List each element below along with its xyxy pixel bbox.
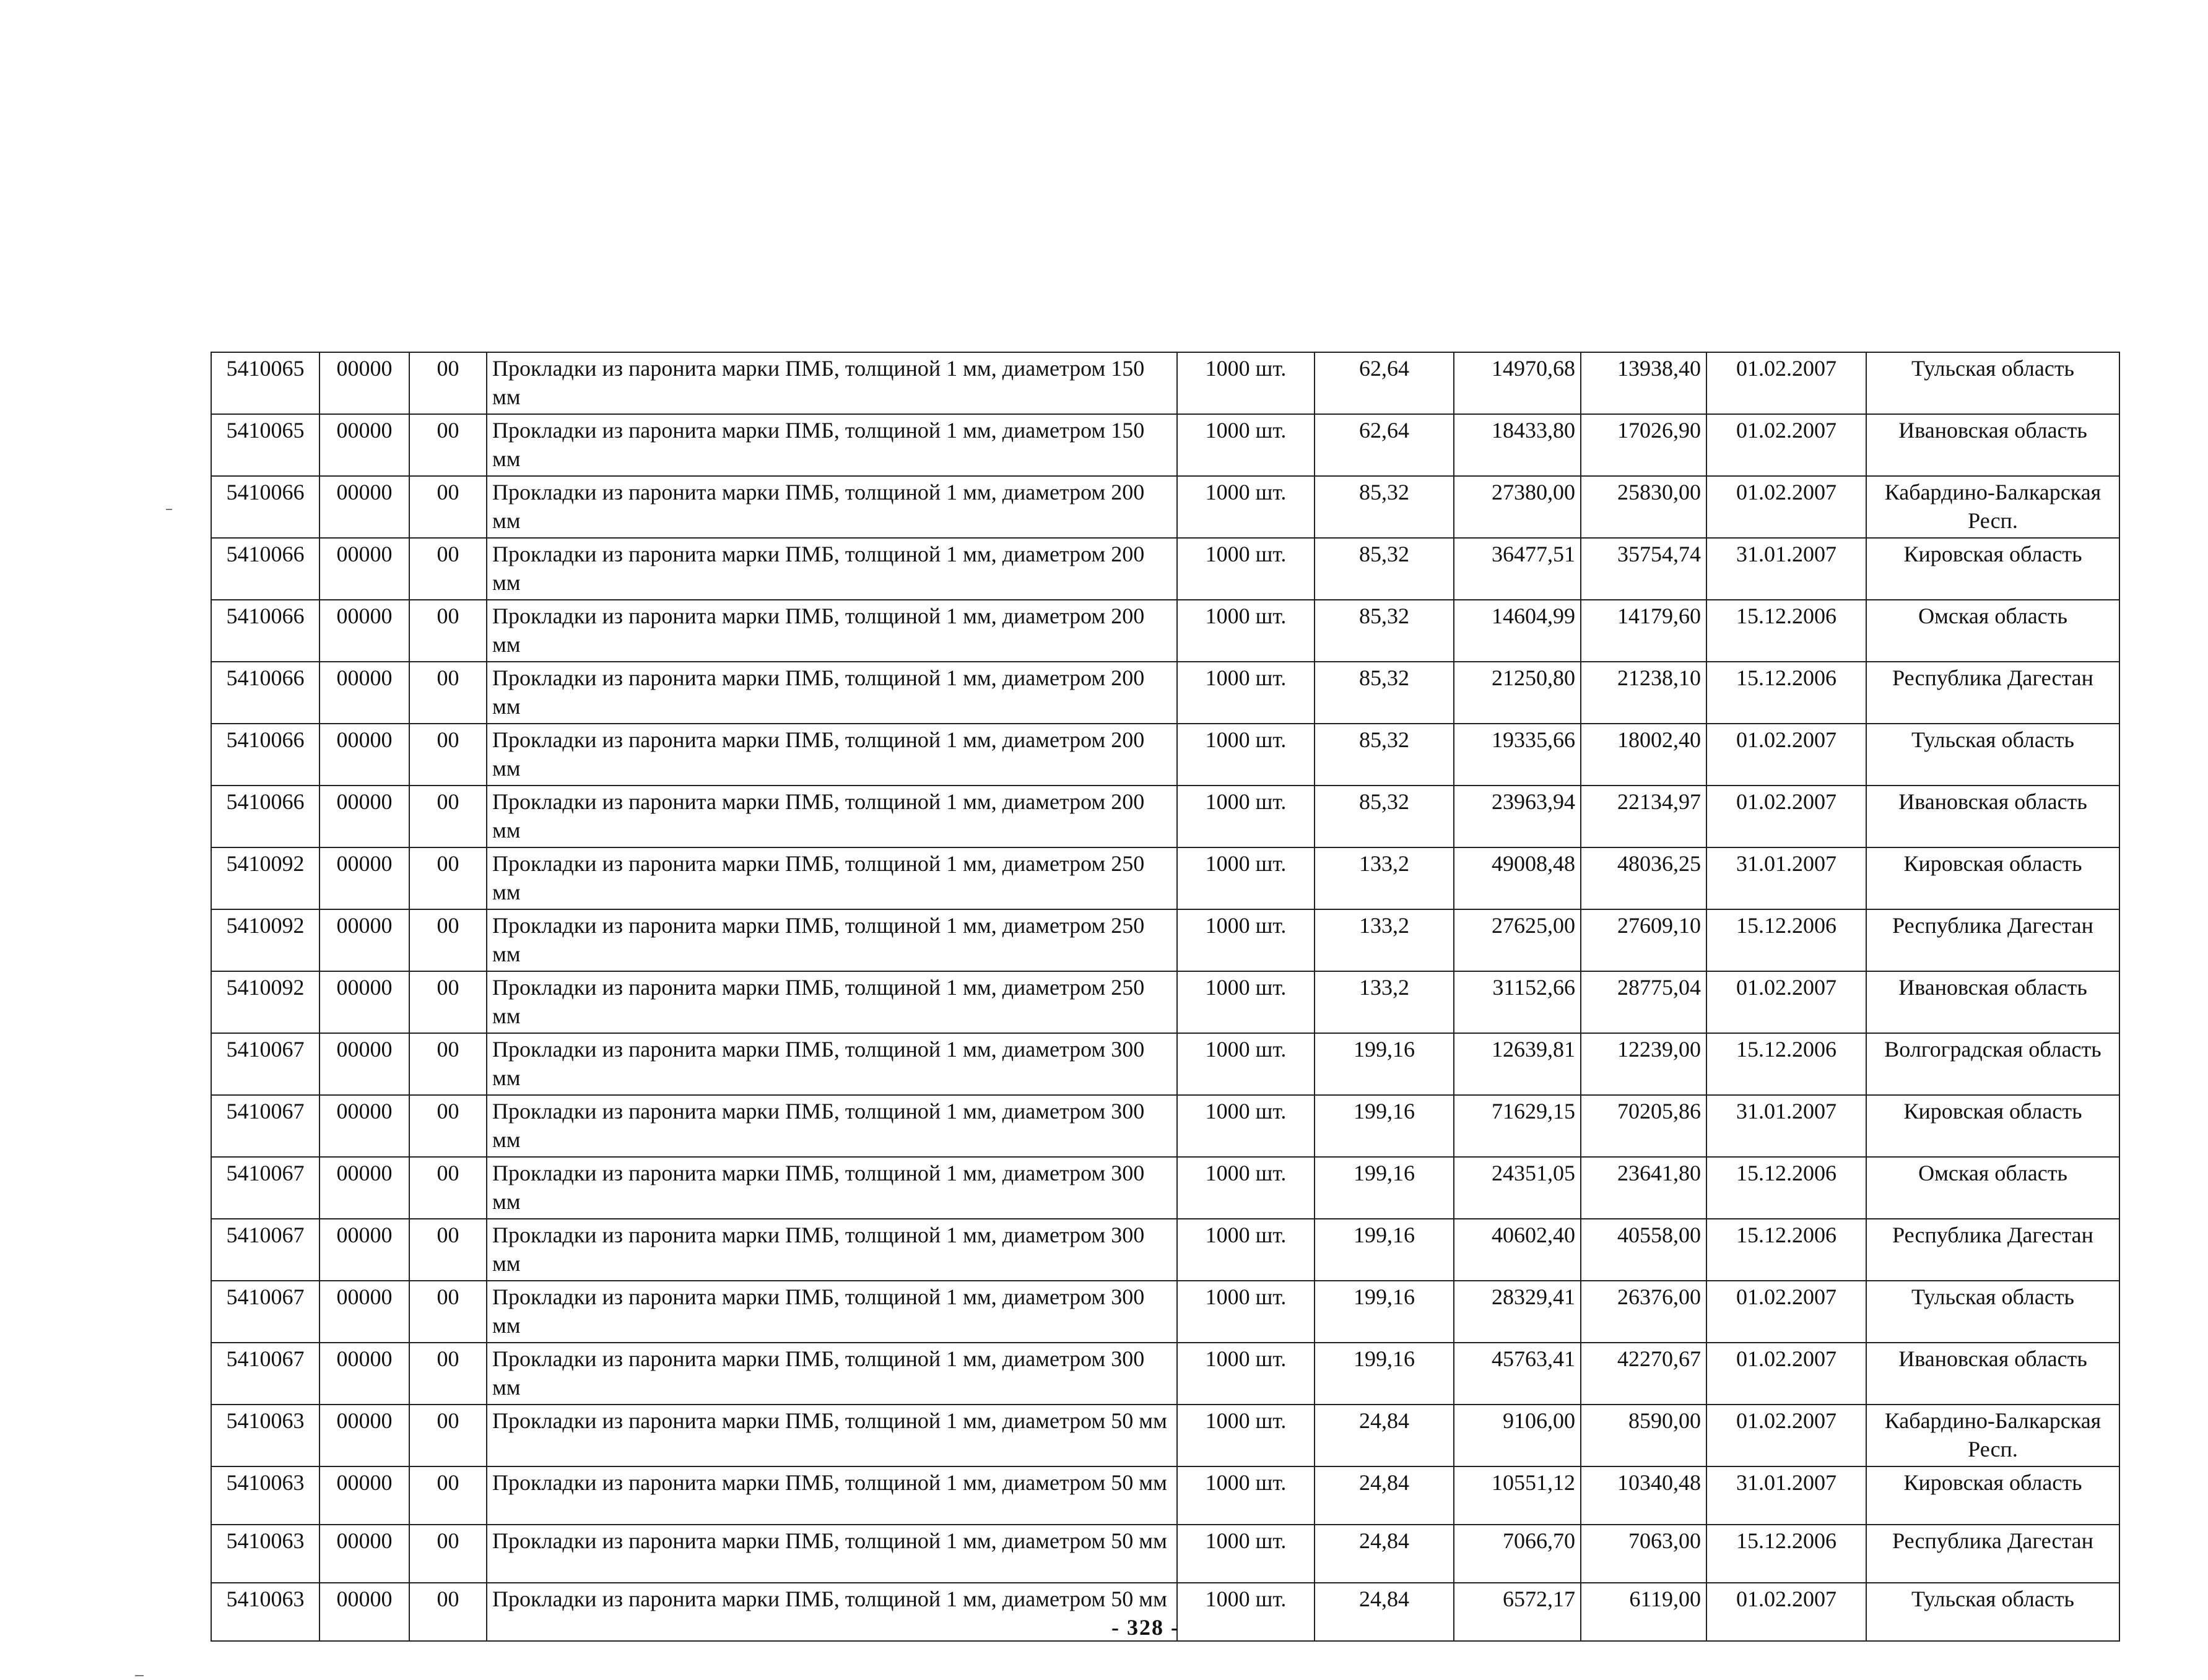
- resource-code-cell: 5410092: [211, 971, 319, 1033]
- unit-cell: 1000 шт.: [1177, 724, 1315, 786]
- current-price-cell: 24351,05: [1454, 1157, 1581, 1219]
- group-code-cell: 00: [409, 1343, 487, 1405]
- sub-code-cell: 00000: [319, 414, 409, 476]
- description-cell: Прокладки из паронита марки ПМБ, толщиной 1 мм, диаметром 250 мм: [487, 971, 1177, 1033]
- current-price-cell: 14604,99: [1454, 600, 1581, 662]
- description-cell: Прокладки из паронита марки ПМБ, толщиной 1 мм, диаметром 200 мм: [487, 724, 1177, 786]
- date-cell: 01.02.2007: [1706, 786, 1866, 847]
- resource-code-cell: 5410092: [211, 909, 319, 971]
- description-cell: Прокладки из паронита марки ПМБ, толщиной 1 мм, диаметром 200 мм: [487, 786, 1177, 847]
- description-cell: Прокладки из паронита марки ПМБ, толщиной 1 мм, диаметром 200 мм: [487, 600, 1177, 662]
- description-cell: Прокладки из паронита марки ПМБ, толщиной 1 мм, диаметром 150 мм: [487, 352, 1177, 414]
- unit-cell: 1000 шт.: [1177, 1583, 1315, 1641]
- current-price-cell: 12639,81: [1454, 1033, 1581, 1095]
- table-row: [211, 724, 2119, 786]
- resource-code-cell: 5410067: [211, 1157, 319, 1219]
- price-table: [211, 352, 2120, 1642]
- date-cell: 31.01.2007: [1706, 1466, 1866, 1525]
- group-code-cell: 00: [409, 1157, 487, 1219]
- table-row: [211, 1405, 2119, 1466]
- unit-cell: 1000 шт.: [1177, 1525, 1315, 1583]
- base-price-cell: 24,84: [1315, 1405, 1454, 1466]
- current-price-without-vat-cell: 13938,40: [1581, 352, 1706, 414]
- table-row: [211, 847, 2119, 909]
- unit-cell: 1000 шт.: [1177, 352, 1315, 414]
- region-cell: Ивановская область: [1866, 1343, 2119, 1405]
- sub-code-cell: 00000: [319, 786, 409, 847]
- region-cell: Омская область: [1866, 1157, 2119, 1219]
- current-price-without-vat-cell: 17026,90: [1581, 414, 1706, 476]
- base-price-cell: 85,32: [1315, 662, 1454, 724]
- current-price-cell: 45763,41: [1454, 1343, 1581, 1405]
- sub-code-cell: 00000: [319, 1405, 409, 1466]
- base-price-cell: 199,16: [1315, 1219, 1454, 1281]
- sub-code-cell: 00000: [319, 1095, 409, 1157]
- description-cell: Прокладки из паронита марки ПМБ, толщиной 1 мм, диаметром 300 мм: [487, 1157, 1177, 1219]
- table-row: [211, 1466, 2119, 1525]
- base-price-cell: 62,64: [1315, 352, 1454, 414]
- current-price-cell: 36477,51: [1454, 538, 1581, 600]
- group-code-cell: 00: [409, 724, 487, 786]
- unit-cell: 1000 шт.: [1177, 786, 1315, 847]
- resource-code-cell: 5410066: [211, 662, 319, 724]
- table-row: [211, 1095, 2119, 1157]
- resource-code-cell: 5410067: [211, 1281, 319, 1343]
- date-cell: 31.01.2007: [1706, 1095, 1866, 1157]
- sub-code-cell: 00000: [319, 1157, 409, 1219]
- sub-code-cell: 00000: [319, 1033, 409, 1095]
- resource-code-cell: 5410066: [211, 786, 319, 847]
- resource-code-cell: 5410066: [211, 600, 319, 662]
- current-price-cell: 14970,68: [1454, 352, 1581, 414]
- region-cell: Кабардино-Балкарская Респ.: [1866, 1405, 2119, 1466]
- current-price-cell: 49008,48: [1454, 847, 1581, 909]
- current-price-cell: 28329,41: [1454, 1281, 1581, 1343]
- unit-cell: 1000 шт.: [1177, 1095, 1315, 1157]
- sub-code-cell: 00000: [319, 476, 409, 538]
- base-price-cell: 24,84: [1315, 1525, 1454, 1583]
- current-price-without-vat-cell: 70205,86: [1581, 1095, 1706, 1157]
- sub-code-cell: 00000: [319, 909, 409, 971]
- group-code-cell: 00: [409, 786, 487, 847]
- base-price-cell: 24,84: [1315, 1466, 1454, 1525]
- group-code-cell: 00: [409, 414, 487, 476]
- unit-cell: 1000 шт.: [1177, 1157, 1315, 1219]
- base-price-cell: 85,32: [1315, 476, 1454, 538]
- description-cell: Прокладки из паронита марки ПМБ, толщиной 1 мм, диаметром 50 мм: [487, 1525, 1177, 1583]
- base-price-cell: 199,16: [1315, 1281, 1454, 1343]
- group-code-cell: 00: [409, 352, 487, 414]
- date-cell: 01.02.2007: [1706, 414, 1866, 476]
- group-code-cell: 00: [409, 476, 487, 538]
- sub-code-cell: 00000: [319, 352, 409, 414]
- base-price-cell: 85,32: [1315, 724, 1454, 786]
- current-price-without-vat-cell: 42270,67: [1581, 1343, 1706, 1405]
- current-price-without-vat-cell: 26376,00: [1581, 1281, 1706, 1343]
- sub-code-cell: 00000: [319, 662, 409, 724]
- region-cell: Кировская область: [1866, 1466, 2119, 1525]
- sub-code-cell: 00000: [319, 1525, 409, 1583]
- resource-code-cell: 5410066: [211, 724, 319, 786]
- date-cell: 15.12.2006: [1706, 1033, 1866, 1095]
- description-cell: Прокладки из паронита марки ПМБ, толщиной 1 мм, диаметром 200 мм: [487, 476, 1177, 538]
- current-price-cell: 23963,94: [1454, 786, 1581, 847]
- current-price-without-vat-cell: 10340,48: [1581, 1466, 1706, 1525]
- current-price-cell: 18433,80: [1454, 414, 1581, 476]
- current-price-cell: 21250,80: [1454, 662, 1581, 724]
- group-code-cell: 00: [409, 1466, 487, 1525]
- date-cell: 01.02.2007: [1706, 724, 1866, 786]
- resource-code-cell: 5410067: [211, 1343, 319, 1405]
- base-price-cell: 62,64: [1315, 414, 1454, 476]
- region-cell: Ивановская область: [1866, 971, 2119, 1033]
- resource-code-cell: 5410065: [211, 414, 319, 476]
- group-code-cell: 00: [409, 1525, 487, 1583]
- current-price-cell: 40602,40: [1454, 1219, 1581, 1281]
- sub-code-cell: 00000: [319, 724, 409, 786]
- current-price-without-vat-cell: 25830,00: [1581, 476, 1706, 538]
- description-cell: Прокладки из паронита марки ПМБ, толщиной 1 мм, диаметром 200 мм: [487, 662, 1177, 724]
- current-price-cell: 19335,66: [1454, 724, 1581, 786]
- group-code-cell: 00: [409, 662, 487, 724]
- group-code-cell: 00: [409, 847, 487, 909]
- resource-code-cell: 5410063: [211, 1466, 319, 1525]
- description-cell: Прокладки из паронита марки ПМБ, толщиной 1 мм, диаметром 50 мм: [487, 1405, 1177, 1466]
- base-price-cell: 133,2: [1315, 971, 1454, 1033]
- base-price-cell: 85,32: [1315, 538, 1454, 600]
- current-price-without-vat-cell: 18002,40: [1581, 724, 1706, 786]
- group-code-cell: 00: [409, 538, 487, 600]
- resource-code-cell: 5410065: [211, 352, 319, 414]
- base-price-cell: 24,84: [1315, 1583, 1454, 1641]
- unit-cell: 1000 шт.: [1177, 538, 1315, 600]
- base-price-cell: 199,16: [1315, 1343, 1454, 1405]
- region-cell: Республика Дагестан: [1866, 909, 2119, 971]
- group-code-cell: 00: [409, 1095, 487, 1157]
- base-price-cell: 199,16: [1315, 1157, 1454, 1219]
- resource-code-cell: 5410092: [211, 847, 319, 909]
- current-price-without-vat-cell: 35754,74: [1581, 538, 1706, 600]
- current-price-cell: 31152,66: [1454, 971, 1581, 1033]
- unit-cell: 1000 шт.: [1177, 1405, 1315, 1466]
- current-price-without-vat-cell: 48036,25: [1581, 847, 1706, 909]
- description-cell: Прокладки из паронита марки ПМБ, толщиной 1 мм, диаметром 300 мм: [487, 1343, 1177, 1405]
- current-price-without-vat-cell: 7063,00: [1581, 1525, 1706, 1583]
- table-body: [211, 352, 2119, 1641]
- table-row: [211, 971, 2119, 1033]
- date-cell: 01.02.2007: [1706, 971, 1866, 1033]
- current-price-without-vat-cell: 22134,97: [1581, 786, 1706, 847]
- group-code-cell: 00: [409, 1405, 487, 1466]
- sub-code-cell: 00000: [319, 971, 409, 1033]
- region-cell: Тульская область: [1866, 1583, 2119, 1641]
- current-price-without-vat-cell: 28775,04: [1581, 971, 1706, 1033]
- table-row: [211, 1157, 2119, 1219]
- description-cell: Прокладки из паронита марки ПМБ, толщиной 1 мм, диаметром 50 мм: [487, 1466, 1177, 1525]
- date-cell: 01.02.2007: [1706, 1405, 1866, 1466]
- unit-cell: 1000 шт.: [1177, 1466, 1315, 1525]
- scan-mark: [135, 1675, 144, 1676]
- group-code-cell: 00: [409, 971, 487, 1033]
- date-cell: 15.12.2006: [1706, 909, 1866, 971]
- description-cell: Прокладки из паронита марки ПМБ, толщиной 1 мм, диаметром 300 мм: [487, 1095, 1177, 1157]
- table-row: [211, 1033, 2119, 1095]
- date-cell: 01.02.2007: [1706, 1281, 1866, 1343]
- resource-code-cell: 5410063: [211, 1405, 319, 1466]
- unit-cell: 1000 шт.: [1177, 1281, 1315, 1343]
- resource-code-cell: 5410067: [211, 1219, 319, 1281]
- sub-code-cell: 00000: [319, 1466, 409, 1525]
- current-price-without-vat-cell: 27609,10: [1581, 909, 1706, 971]
- resource-code-cell: 5410063: [211, 1525, 319, 1583]
- date-cell: 15.12.2006: [1706, 600, 1866, 662]
- unit-cell: 1000 шт.: [1177, 662, 1315, 724]
- page-number: - 328 -: [1111, 1615, 1180, 1640]
- base-price-cell: 85,32: [1315, 600, 1454, 662]
- table-row: [211, 909, 2119, 971]
- sub-code-cell: 00000: [319, 1219, 409, 1281]
- current-price-without-vat-cell: 14179,60: [1581, 600, 1706, 662]
- date-cell: 01.02.2007: [1706, 1343, 1866, 1405]
- region-cell: Республика Дагестан: [1866, 1525, 2119, 1583]
- unit-cell: 1000 шт.: [1177, 847, 1315, 909]
- date-cell: 01.02.2007: [1706, 352, 1866, 414]
- sub-code-cell: 00000: [319, 1343, 409, 1405]
- sub-code-cell: 00000: [319, 1281, 409, 1343]
- base-price-cell: 199,16: [1315, 1033, 1454, 1095]
- unit-cell: 1000 шт.: [1177, 414, 1315, 476]
- date-cell: 01.02.2007: [1706, 476, 1866, 538]
- current-price-without-vat-cell: 12239,00: [1581, 1033, 1706, 1095]
- unit-cell: 1000 шт.: [1177, 1033, 1315, 1095]
- sub-code-cell: 00000: [319, 538, 409, 600]
- region-cell: Кировская область: [1866, 847, 2119, 909]
- table-row: [211, 1281, 2119, 1343]
- current-price-cell: 27625,00: [1454, 909, 1581, 971]
- current-price-without-vat-cell: 8590,00: [1581, 1405, 1706, 1466]
- current-price-without-vat-cell: 23641,80: [1581, 1157, 1706, 1219]
- group-code-cell: 00: [409, 909, 487, 971]
- sub-code-cell: 00000: [319, 847, 409, 909]
- current-price-cell: 9106,00: [1454, 1405, 1581, 1466]
- scan-mark: [166, 509, 172, 510]
- resource-code-cell: 5410066: [211, 538, 319, 600]
- base-price-cell: 199,16: [1315, 1095, 1454, 1157]
- base-price-cell: 133,2: [1315, 847, 1454, 909]
- current-price-cell: 27380,00: [1454, 476, 1581, 538]
- table-row: [211, 538, 2119, 600]
- description-cell: Прокладки из паронита марки ПМБ, толщиной 1 мм, диаметром 150 мм: [487, 414, 1177, 476]
- date-cell: 31.01.2007: [1706, 538, 1866, 600]
- current-price-without-vat-cell: 6119,00: [1581, 1583, 1706, 1641]
- sub-code-cell: 00000: [319, 1583, 409, 1641]
- group-code-cell: 00: [409, 1281, 487, 1343]
- region-cell: Кировская область: [1866, 1095, 2119, 1157]
- current-price-without-vat-cell: 21238,10: [1581, 662, 1706, 724]
- group-code-cell: 00: [409, 600, 487, 662]
- region-cell: Республика Дагестан: [1866, 662, 2119, 724]
- table-row: [211, 600, 2119, 662]
- group-code-cell: 00: [409, 1583, 487, 1641]
- date-cell: 15.12.2006: [1706, 1525, 1866, 1583]
- current-price-cell: 10551,12: [1454, 1466, 1581, 1525]
- unit-cell: 1000 шт.: [1177, 909, 1315, 971]
- unit-cell: 1000 шт.: [1177, 1343, 1315, 1405]
- date-cell: 15.12.2006: [1706, 662, 1866, 724]
- table-row: [211, 786, 2119, 847]
- date-cell: 01.02.2007: [1706, 1583, 1866, 1641]
- description-cell: Прокладки из паронита марки ПМБ, толщиной 1 мм, диаметром 300 мм: [487, 1219, 1177, 1281]
- table-row: [211, 352, 2119, 414]
- table-row: [211, 662, 2119, 724]
- date-cell: 31.01.2007: [1706, 847, 1866, 909]
- resource-code-cell: 5410067: [211, 1033, 319, 1095]
- region-cell: Тульская область: [1866, 1281, 2119, 1343]
- group-code-cell: 00: [409, 1033, 487, 1095]
- unit-cell: 1000 шт.: [1177, 971, 1315, 1033]
- region-cell: Ивановская область: [1866, 786, 2119, 847]
- resource-code-cell: 5410067: [211, 1095, 319, 1157]
- description-cell: Прокладки из паронита марки ПМБ, толщиной 1 мм, диаметром 200 мм: [487, 538, 1177, 600]
- region-cell: Республика Дагестан: [1866, 1219, 2119, 1281]
- description-cell: Прокладки из паронита марки ПМБ, толщиной 1 мм, диаметром 250 мм: [487, 909, 1177, 971]
- region-cell: Кировская область: [1866, 538, 2119, 600]
- description-cell: Прокладки из паронита марки ПМБ, толщиной 1 мм, диаметром 300 мм: [487, 1281, 1177, 1343]
- date-cell: 15.12.2006: [1706, 1219, 1866, 1281]
- base-price-cell: 85,32: [1315, 786, 1454, 847]
- description-cell: Прокладки из паронита марки ПМБ, толщиной 1 мм, диаметром 250 мм: [487, 847, 1177, 909]
- sub-code-cell: 00000: [319, 600, 409, 662]
- base-price-cell: 133,2: [1315, 909, 1454, 971]
- region-cell: Тульская область: [1866, 352, 2119, 414]
- description-cell: Прокладки из паронита марки ПМБ, толщиной 1 мм, диаметром 300 мм: [487, 1033, 1177, 1095]
- region-cell: Тульская область: [1866, 724, 2119, 786]
- region-cell: Ивановская область: [1866, 414, 2119, 476]
- table-row: [211, 476, 2119, 538]
- current-price-cell: 6572,17: [1454, 1583, 1581, 1641]
- unit-cell: 1000 шт.: [1177, 1219, 1315, 1281]
- resource-code-cell: 5410063: [211, 1583, 319, 1641]
- description-cell: Прокладки из паронита марки ПМБ, толщиной 1 мм, диаметром 50 мм: [487, 1583, 1177, 1641]
- current-price-cell: 71629,15: [1454, 1095, 1581, 1157]
- group-code-cell: 00: [409, 1219, 487, 1281]
- region-cell: Омская область: [1866, 600, 2119, 662]
- unit-cell: 1000 шт.: [1177, 600, 1315, 662]
- date-cell: 15.12.2006: [1706, 1157, 1866, 1219]
- resource-code-cell: 5410066: [211, 476, 319, 538]
- table-row: [211, 414, 2119, 476]
- region-cell: Кабардино-Балкарская Респ.: [1866, 476, 2119, 538]
- unit-cell: 1000 шт.: [1177, 476, 1315, 538]
- table-row: [211, 1525, 2119, 1583]
- region-cell: Волгоградская область: [1866, 1033, 2119, 1095]
- current-price-without-vat-cell: 40558,00: [1581, 1219, 1706, 1281]
- current-price-cell: 7066,70: [1454, 1525, 1581, 1583]
- table-row: [211, 1219, 2119, 1281]
- table-row: [211, 1343, 2119, 1405]
